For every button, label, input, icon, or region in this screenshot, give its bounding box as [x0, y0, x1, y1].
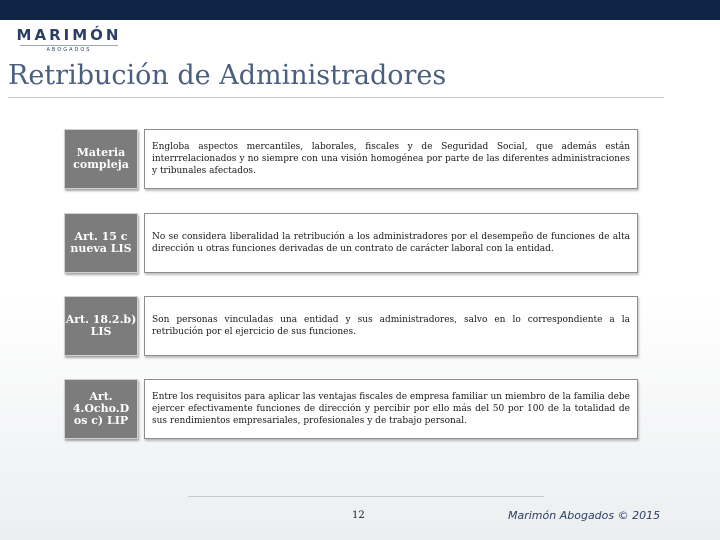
row-label-text: Art. 15 c nueva LIS: [70, 230, 132, 255]
title-divider: [8, 97, 664, 98]
row-label-text: Materia compleja: [73, 146, 129, 171]
row-description: [144, 213, 638, 273]
row-description-text: No se considera liberalidad la retribución a los administradores por el desempeño de funciones de alta dirección u otras funciones derivadas de un contrato de carácter laboral con la entidad.: [152, 232, 630, 254]
logo-name: MARIMÓN: [16, 26, 122, 44]
copyright-notice: Marimón Abogados © 2015: [508, 509, 661, 522]
row-label-text: Art. 4.Ocho.D os c) LIP: [72, 390, 130, 427]
logo: [14, 27, 124, 53]
row-description-text: Engloba aspectos mercantiles, laborales, fiscales y de Seguridad Social, que además están interrrelacionados y no siempre con una visión homogénea por parte de las diferentes administraciones y tribunales afectados.: [152, 142, 630, 176]
row-description: [144, 296, 638, 356]
row-description-text: Entre los requisitos para aplicar las ventajas fiscales de empresa familiar un miembro de la familia debe ejercer efectivamente funciones de dirección y percibir por ello más del 50 por 100 de la totalidad de sus rendimientos empresariales, profesionales y de trabajo personal.: [152, 392, 630, 426]
content-row: [64, 379, 638, 439]
row-label: [64, 213, 138, 273]
logo-divider: [20, 45, 118, 46]
row-label: [64, 379, 138, 439]
content-row: [64, 296, 638, 356]
row-description: [144, 129, 638, 189]
content-row: [64, 129, 638, 189]
slide-title: Retribución de Administradores: [8, 60, 447, 91]
top-bar: [0, 0, 720, 20]
row-label: [64, 129, 138, 189]
row-label: [64, 296, 138, 356]
content-row: [64, 213, 638, 273]
row-label-text: Art. 18.2.b) LIS: [65, 313, 137, 338]
page-number: 12: [352, 510, 365, 521]
row-description-text: Son personas vinculadas una entidad y sus administradores, salvo en lo correspondiente a la retribución por el ejercicio de sus funciones.: [152, 315, 630, 337]
logo-subtitle: ABOGADOS: [46, 47, 92, 53]
row-description: [144, 379, 638, 439]
footer-divider: [188, 496, 544, 497]
